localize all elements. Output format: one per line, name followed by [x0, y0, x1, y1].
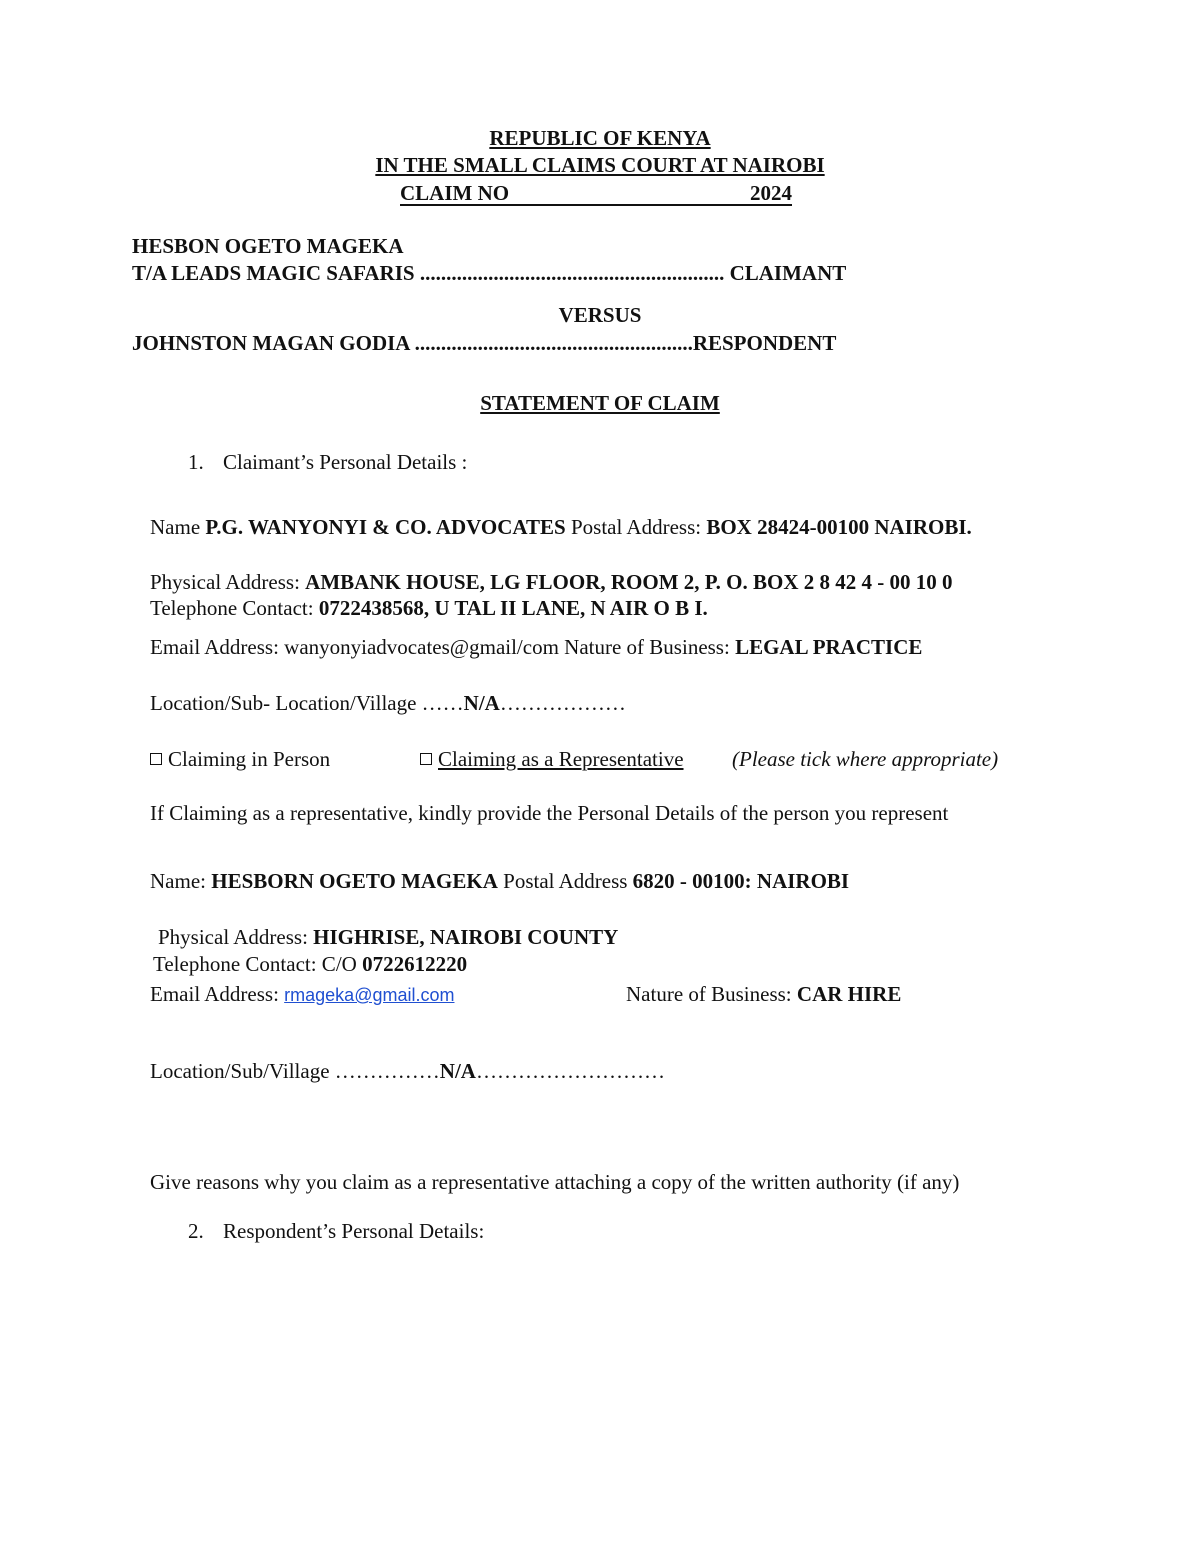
- section1-title: Claimant’s Personal Details :: [223, 450, 468, 474]
- rep-email-label: Email Address:: [150, 982, 279, 1006]
- header-court: IN THE SMALL CLAIMS COURT AT NAIROBI: [375, 153, 825, 177]
- header-claim-no: [400, 183, 792, 206]
- respondent-dots: .....................................................: [414, 331, 693, 355]
- email-row: [150, 637, 922, 658]
- rep-location-value: N/A: [439, 1059, 476, 1083]
- rep-phone-value: 0722612220: [362, 952, 468, 976]
- business-label: Nature of Business:: [564, 635, 730, 659]
- claimant-role: CLAIMANT: [729, 261, 847, 285]
- rep-physical-label: Physical Address:: [158, 925, 308, 949]
- claimant-name-row: [150, 517, 972, 538]
- rep-location-dots-lead: ……………: [334, 1059, 440, 1083]
- section2-heading: [188, 1221, 484, 1242]
- claimant-line: [132, 263, 846, 284]
- rep-business-value: CAR HIRE: [796, 982, 902, 1006]
- option-person[interactable]: [150, 749, 330, 770]
- claim-year: 2024: [750, 181, 792, 205]
- email-value: wanyonyiadvocates@gmail/com: [284, 635, 559, 659]
- name-label: Name: [150, 515, 201, 539]
- rep-phone-label: Telephone Contact: C/O: [153, 952, 357, 976]
- rep-business-row: [626, 984, 901, 1005]
- section1-heading: [188, 452, 467, 473]
- postal-value: BOX 28424-00100 NAIROBI.: [706, 515, 972, 539]
- statement-title: STATEMENT OF CLAIM: [480, 391, 720, 415]
- rep-business-label: Nature of Business:: [626, 982, 792, 1006]
- rep-physical-value: HIGHRISE, NAIROBI COUNTY: [313, 925, 619, 949]
- location-dots-trail: ………………: [499, 691, 626, 715]
- claimant-trading: T/A LEADS MAGIC SAFARIS: [132, 261, 415, 285]
- rep-instruction: If Claiming as a representative, kindly provide the Personal Details of the person you represent: [150, 801, 949, 825]
- rep-name-label: Name:: [150, 869, 206, 893]
- respondent-role: RESPONDENT: [692, 331, 837, 355]
- reasons-text: Give reasons why you claim as a representative attaching a copy of the written authority (if any): [150, 1170, 960, 1194]
- section1-number: 1.: [188, 450, 204, 474]
- respondent-name: JOHNSTON MAGAN GODIA: [132, 331, 410, 355]
- claimant-name: HESBON OGETO MAGEKA: [132, 234, 404, 258]
- section2-number: 2.: [188, 1219, 204, 1243]
- tick-note: (Please tick where appropriate): [732, 747, 999, 771]
- rep-postal-label: Postal Address: [503, 869, 628, 893]
- phone-label: Telephone Contact:: [150, 596, 314, 620]
- header-republic: REPUBLIC OF KENYA: [489, 126, 711, 150]
- rep-name-value: HESBORN OGETO MAGEKA: [211, 869, 498, 893]
- versus: VERSUS: [558, 303, 642, 327]
- postal-label: Postal Address:: [570, 515, 702, 539]
- rep-phone-row: [153, 954, 467, 975]
- respondent-line: [132, 333, 836, 354]
- section2-title: Respondent’s Personal Details:: [223, 1219, 485, 1243]
- location-value: N/A: [463, 691, 500, 715]
- option-rep-label: Claiming as a Representative: [438, 747, 684, 771]
- location-label: Location/Sub- Location/Village: [150, 691, 417, 715]
- physical-label: Physical Address:: [150, 570, 300, 594]
- claim-no-label: CLAIM NO: [400, 183, 750, 206]
- claimant-dots: ..........................................................: [419, 261, 725, 285]
- option-rep[interactable]: [420, 749, 684, 770]
- phone-value: 0722438568, U TAL II LANE, N AIR O B I.: [318, 596, 708, 620]
- telephone-row: [150, 598, 708, 619]
- location-row: [150, 693, 626, 714]
- email-label: Email Address:: [150, 635, 279, 659]
- business-value: LEGAL PRACTICE: [735, 635, 923, 659]
- rep-location-label: Location/Sub/Village: [150, 1059, 330, 1083]
- physical-address-row: [150, 572, 953, 593]
- name-value: P.G. WANYONYI & CO. ADVOCATES: [205, 515, 566, 539]
- physical-value: AMBANK HOUSE, LG FLOOR, ROOM 2, P. O. BOX 2 8 42 4 - 00 10 0: [305, 570, 953, 594]
- rep-email-row: [150, 984, 454, 1005]
- rep-location-dots-trail: ………………………: [475, 1059, 665, 1083]
- rep-postal-value: 6820 - 00100: NAIROBI: [632, 869, 850, 893]
- location-dots-lead: ……: [421, 691, 464, 715]
- checkbox-claiming-person[interactable]: [150, 753, 162, 765]
- rep-location-row: [150, 1061, 665, 1082]
- rep-physical-row: [158, 927, 618, 948]
- rep-email-link[interactable]: rmageka@gmail.com: [284, 985, 455, 1005]
- checkbox-claiming-representative[interactable]: [420, 753, 432, 765]
- rep-name-row: [150, 871, 849, 892]
- option-person-label: Claiming in Person: [168, 747, 331, 771]
